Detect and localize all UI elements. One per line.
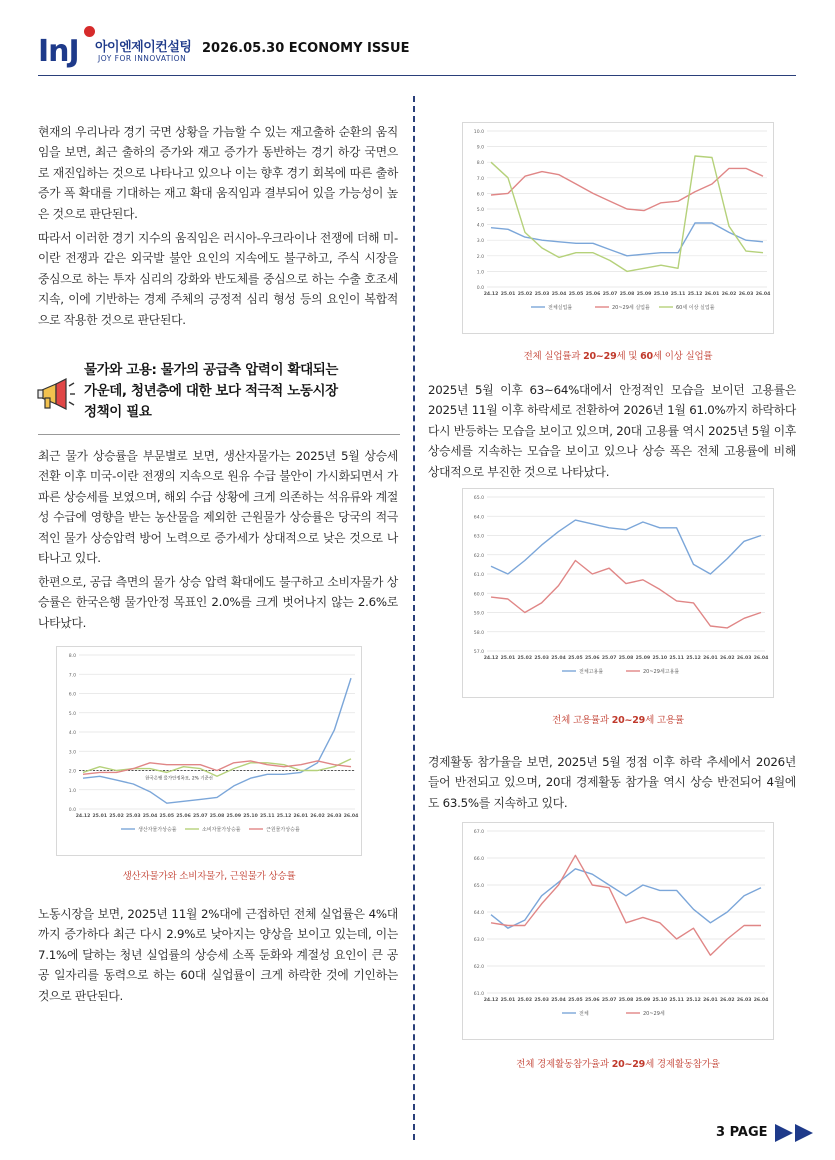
- logo-dot: [84, 26, 95, 37]
- y-tick-label: 63.0: [473, 534, 484, 540]
- logo-korean-name: 아이엔제이컨설팅: [95, 40, 192, 55]
- double-arrow-icon[interactable]: [774, 1122, 816, 1144]
- x-tick-label: 25.07: [601, 998, 617, 1003]
- chart-price-inflation: [56, 646, 362, 856]
- x-tick-label: 25.04: [142, 814, 158, 819]
- x-tick-label: 25.03: [534, 656, 549, 661]
- y-tick-label: 64.0: [473, 911, 484, 916]
- x-tick-label: 25.11: [669, 998, 684, 1003]
- x-tick-label: 25.10: [652, 656, 668, 661]
- y-tick-label: 0.0: [68, 808, 76, 813]
- y-tick-label: 60.0: [473, 592, 484, 598]
- y-tick-label: 7.0: [476, 176, 484, 182]
- x-tick-label: 25.05: [159, 814, 175, 819]
- caption-unemployment-chart: 전체 실업률과 20~29세 및 60세 이상 실업률: [523, 351, 713, 362]
- y-tick-label: 2.0: [68, 769, 76, 775]
- y-tick-label: 1.0: [68, 788, 76, 794]
- y-tick-label: 5.0: [68, 711, 76, 717]
- x-tick-label: 25.04: [551, 292, 567, 297]
- x-tick-label: 25.07: [601, 656, 617, 661]
- paragraph-economic-index: 따라서 이러한 경기 지수의 움직임은 러시아-우크라이나 전쟁에 더해 미-이란 전쟁과 같은 외국발 불안 요인의 지속에도 불구하고, 주식 시장을 중심으로 하는 투자 심리의 강화와 반도체를 중심으로 하는 수출 호조세 지속, 이에 기반하는 경제 주체의 긍정적 심리 형성 등의 요인이 복합적으로 작용한 것으로 판단된다.: [38, 231, 398, 327]
- series-line: [491, 561, 761, 628]
- x-tick-label: 25.05: [568, 656, 583, 661]
- y-tick-label: 64.0: [473, 515, 484, 521]
- legend-label: 60세 이상 실업률: [676, 304, 715, 311]
- legend-label: 소비자물가상승률: [202, 826, 241, 833]
- x-tick-label: 25.06: [176, 814, 191, 819]
- x-tick-label: 25.09: [635, 998, 651, 1003]
- y-tick-label: 58.0: [473, 630, 484, 636]
- paragraph-labor-market: 노동시장을 보면, 2025년 11월 2%대에 근접하던 전체 실업률은 4%대까지 증가하다 최근 다시 2.9%로 낮아지는 양상을 보이고 있는데, 이는 7.1%에 달하는 청년 실업률의 상승세 소폭 둔화와 계절성 요인이 큰 공공 일자리를 동력으로 하는 60대 실업률이 크게 하락한 것에 기인하는 것으로 판단된다.: [38, 907, 398, 1003]
- series-line: [83, 761, 351, 774]
- paragraph-participation-rate: 경제활동 참가율을 보면, 2025년 5월 정점 이후 하락 추세에서 2026년 들어 반전되고 있으며, 20대 경제활동 참가율 역시 상승 반전되어 4월에도 63.5%를 지속하고 있다.: [428, 755, 796, 810]
- chart-employment: [462, 488, 774, 698]
- x-tick-label: 24.12: [483, 998, 499, 1003]
- x-tick-label: 25.02: [109, 814, 124, 819]
- y-tick-label: 10.0: [473, 130, 484, 135]
- x-tick-label: 26.03: [736, 656, 752, 661]
- legend-label: 20~29세 실업률: [612, 304, 650, 311]
- y-tick-label: 62.0: [473, 965, 484, 970]
- x-tick-label: 25.12: [686, 656, 701, 661]
- x-tick-label: 26.02: [719, 998, 735, 1003]
- x-tick-label: 25.01: [92, 814, 108, 819]
- megaphone-icon: [36, 376, 76, 414]
- legend-label: 20~29세고용률: [643, 668, 680, 675]
- x-tick-label: 25.11: [259, 814, 275, 819]
- issue-title: 2026.05.30 ECONOMY ISSUE: [202, 41, 410, 56]
- section-underline: [38, 434, 400, 435]
- paragraph-price-sectors: 최근 물가 상승률을 부문별로 보면, 생산자물가는 2025년 5월 상승세 전환 이후 미국-이란 전쟁의 지속으로 원유 수급 불안이 가시화되면서 가파른 상승세를 보였으며, 해외 수급 상황에 크게 의존하는 석유류와 계절성 수급에 영향을 받는 농산물을 제외한 근원물가 상승률은 당국의 적극적인 물가 상승압력 방어 노력으로 증가세가 상대적으로 낮은 것으로 나타나고 있다.: [38, 449, 398, 566]
- x-tick-label: 25.11: [669, 656, 684, 661]
- y-tick-label: 4.0: [476, 223, 484, 229]
- x-tick-label: 25.03: [534, 998, 549, 1003]
- x-tick-label: 25.03: [125, 814, 141, 819]
- x-tick-label: 25.06: [584, 656, 600, 661]
- x-tick-label: 25.04: [551, 656, 566, 661]
- x-tick-label: 25.08: [209, 814, 225, 819]
- y-tick-label: 65.0: [473, 884, 484, 889]
- x-tick-label: 25.09: [636, 292, 652, 297]
- x-tick-label: 25.06: [584, 998, 600, 1003]
- chart-participation: [462, 822, 774, 1040]
- y-tick-label: 61.0: [473, 992, 484, 997]
- y-tick-label: 3.0: [68, 750, 76, 756]
- column-divider: [413, 96, 415, 1140]
- x-tick-label: 25.10: [243, 814, 258, 819]
- series-line: [491, 520, 761, 574]
- legend-label: 전체실업률: [548, 304, 573, 311]
- legend-label: 20~29세: [643, 1010, 665, 1017]
- y-tick-label: 1.0: [476, 270, 484, 276]
- reference-line-label: 한국은행 물가안정목표, 2% 기준선: [145, 776, 213, 782]
- x-tick-label: 26.01: [703, 998, 718, 1003]
- x-tick-label: 24.12: [483, 292, 499, 297]
- x-tick-label: 26.04: [753, 656, 769, 661]
- x-tick-label: 25.01: [500, 656, 516, 661]
- x-tick-label: 25.09: [635, 656, 651, 661]
- y-tick-label: 7.0: [68, 673, 76, 679]
- x-tick-label: 26.04: [343, 814, 359, 819]
- page-number: 3 PAGE: [716, 1125, 768, 1140]
- x-tick-label: 25.10: [653, 292, 669, 297]
- y-tick-label: 67.0: [473, 830, 484, 835]
- x-tick-label: 26.02: [719, 656, 735, 661]
- x-tick-label: 25.08: [618, 656, 634, 661]
- x-tick-label: 26.01: [704, 292, 720, 297]
- section-title: 물가와 고용: 물가의 공급측 압력이 확대되는 가운데, 청년층에 대한 보다 적극적 노동시장 정책이 필요: [84, 362, 339, 420]
- x-tick-label: 25.02: [517, 656, 533, 661]
- x-tick-label: 25.02: [517, 998, 533, 1003]
- x-tick-label: 25.07: [192, 814, 208, 819]
- x-tick-label: 26.02: [310, 814, 325, 819]
- x-tick-label: 26.04: [753, 998, 769, 1003]
- x-tick-label: 25.12: [687, 292, 703, 297]
- x-tick-label: 25.08: [618, 998, 634, 1003]
- logo-tagline: JOY FOR INNOVATION: [98, 54, 187, 63]
- y-tick-label: 5.0: [476, 208, 484, 213]
- x-tick-label: 25.12: [686, 998, 701, 1003]
- x-tick-label: 25.10: [652, 998, 668, 1003]
- y-tick-label: 6.0: [476, 192, 484, 198]
- y-tick-label: 6.0: [68, 692, 76, 698]
- x-tick-label: 26.01: [703, 656, 718, 661]
- y-tick-label: 8.0: [476, 161, 484, 167]
- legend-label: 근원물가상승률: [266, 826, 300, 833]
- legend-label: 전체: [579, 1010, 589, 1017]
- y-tick-label: 3.0: [476, 239, 484, 245]
- x-tick-label: 25.05: [568, 292, 584, 297]
- page-header: [38, 30, 796, 76]
- chart-unemployment: [462, 122, 774, 334]
- x-tick-label: 25.01: [500, 998, 516, 1003]
- paragraph-employment-rate: 2025년 5월 이후 63~64%대에서 안정적인 모습을 보이던 고용률은 2025년 11월 이후 하락세로 전환하여 2026년 1월 61.0%까지 하락하다 다시 반등하는 모습을 보이고 있으며, 20대 고용률 역시 2025년 5월 이후 상승세를 지속하는 모습을 보이고 있으나 상승 폭은 전체 고용률에 비해 상대적으로 부진한 것으로 나타났다.: [428, 383, 796, 479]
- x-tick-label: 25.09: [226, 814, 242, 819]
- x-tick-label: 25.02: [517, 292, 533, 297]
- chart-participation-svg: [463, 823, 775, 1041]
- x-tick-label: 25.08: [619, 292, 635, 297]
- paragraph-inventory-cycle: 현재의 우리나라 경기 국면 상황을 가늠할 수 있는 재고출하 순환의 움직임을 보면, 최근 출하의 증가와 재고 증가가 동반하는 경기 하강 국면으로 재진입하는 것으로 나타나고 있으나 이는 향후 경기 회복에 따른 출하 증가 폭 확대를 기대하는 재고 확대 움직임과 결부되어 있을 가능성이 높은 것으로 판단된다.: [38, 125, 398, 221]
- y-tick-label: 0.0: [476, 286, 484, 291]
- x-tick-label: 24.12: [483, 656, 499, 661]
- y-tick-label: 66.0: [473, 857, 484, 862]
- y-tick-label: 63.0: [473, 938, 484, 943]
- series-line: [491, 168, 763, 210]
- caption-employment-chart: 전체 고용률과 20~29세 고용률: [552, 715, 684, 726]
- chart-employment-svg: [463, 489, 775, 699]
- x-tick-label: 25.04: [551, 998, 566, 1003]
- caption-participation-chart: 전체 경제활동참가율과 20~29세 경제활동참가율: [516, 1059, 720, 1070]
- x-tick-label: 26.02: [721, 292, 737, 297]
- y-tick-label: 65.0: [473, 496, 484, 501]
- y-tick-label: 61.0: [473, 573, 484, 578]
- series-line: [83, 759, 351, 776]
- company-logo: InJ: [38, 34, 79, 69]
- x-tick-label: 25.01: [500, 292, 516, 297]
- x-tick-label: 25.11: [670, 292, 686, 297]
- chart-price-svg: [57, 647, 363, 857]
- y-tick-label: 9.0: [476, 145, 484, 151]
- x-tick-label: 25.12: [276, 814, 292, 819]
- y-tick-label: 4.0: [68, 731, 76, 736]
- y-tick-label: 8.0: [68, 654, 76, 659]
- x-tick-label: 24.12: [75, 814, 91, 819]
- paragraph-consumer-price: 한편으로, 공급 측면의 물가 상승 압력 확대에도 불구하고 소비자물가 상승률은 한국은행 물가안정 목표인 2.0%를 크게 벗어나지 않는 2.6%로 나타났다.: [38, 575, 398, 630]
- x-tick-label: 25.06: [585, 292, 601, 297]
- y-tick-label: 62.0: [473, 553, 484, 559]
- series-line: [491, 855, 761, 955]
- x-tick-label: 25.03: [534, 292, 550, 297]
- series-line: [491, 869, 761, 928]
- x-tick-label: 25.07: [602, 292, 618, 297]
- y-tick-label: 59.0: [473, 611, 484, 617]
- legend-label: 전체고용률: [579, 668, 604, 675]
- y-tick-label: 57.0: [473, 650, 484, 655]
- series-line: [491, 156, 763, 271]
- x-tick-label: 26.03: [736, 998, 752, 1003]
- chart-unemployment-svg: [463, 123, 775, 335]
- x-tick-label: 26.04: [755, 292, 771, 297]
- x-tick-label: 25.05: [568, 998, 583, 1003]
- x-tick-label: 26.03: [326, 814, 342, 819]
- series-line: [83, 678, 351, 803]
- x-tick-label: 26.03: [738, 292, 754, 297]
- caption-price-chart: 생산자물가와 소비자물가, 근원물가 상승률: [122, 871, 296, 882]
- y-tick-label: 2.0: [476, 254, 484, 260]
- x-tick-label: 26.01: [293, 814, 309, 819]
- legend-label: 생산자물가상승률: [138, 826, 177, 833]
